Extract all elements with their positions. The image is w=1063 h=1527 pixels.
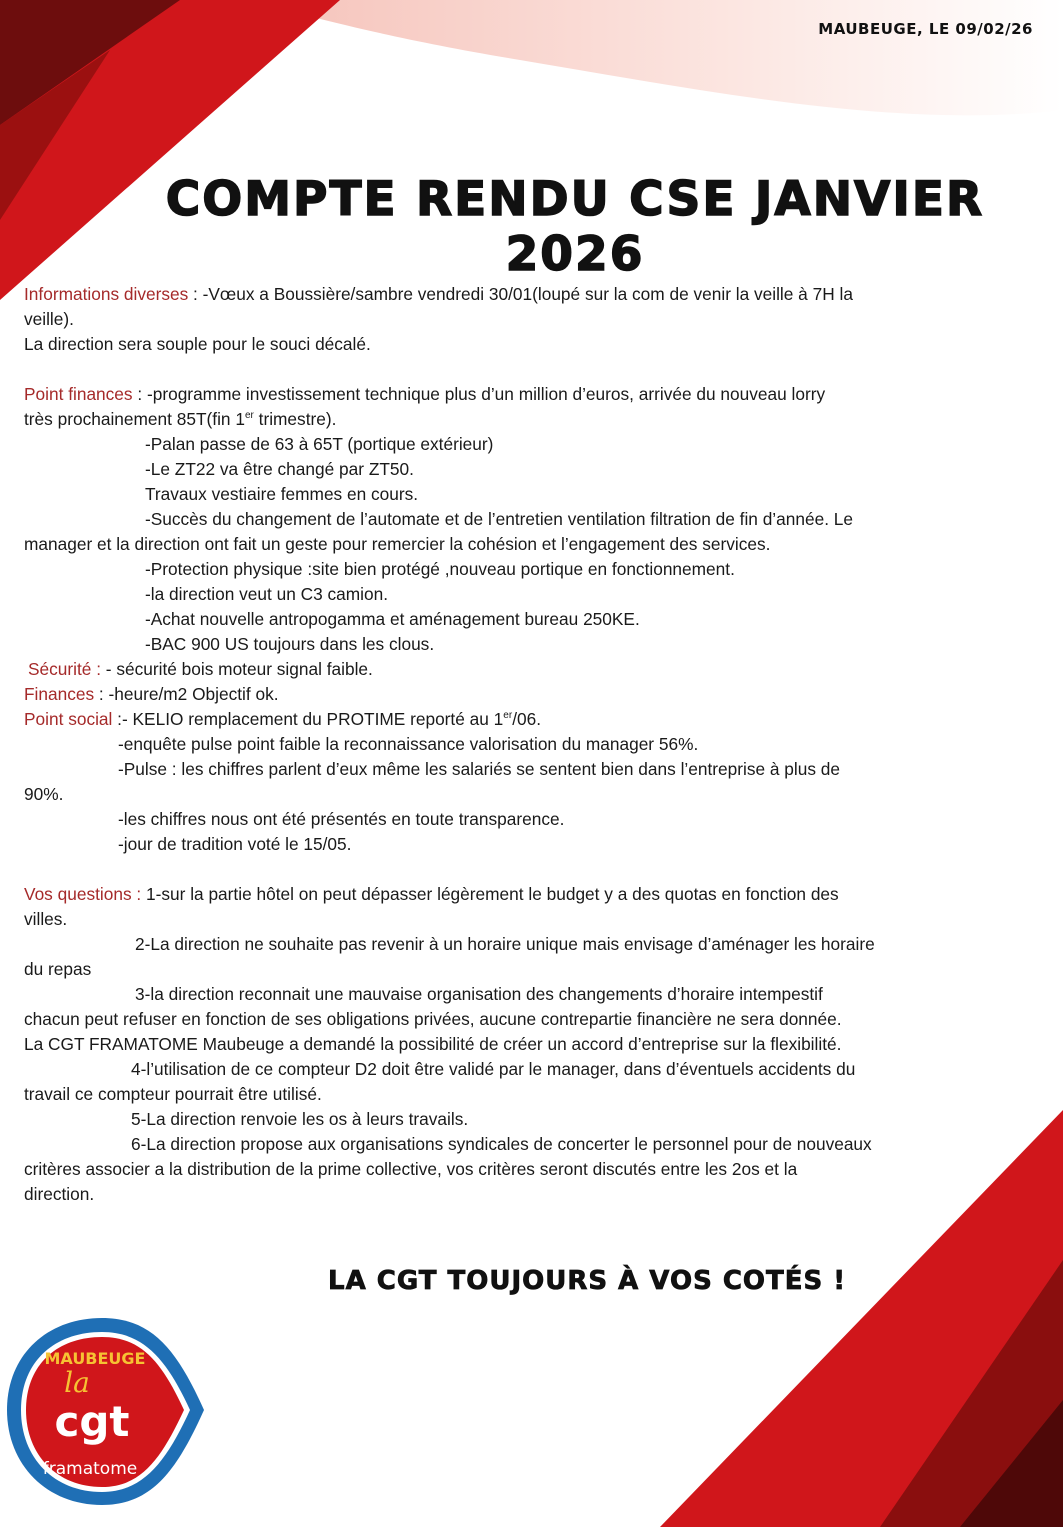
text-line xyxy=(24,332,1024,357)
text-line xyxy=(24,732,1024,757)
page-title: COMPTE RENDU CSE JANVIER 2026 xyxy=(165,172,985,282)
line-text: 6-La direction propose aux organisations syndicales de concerter le personnel pour de nouveaux xyxy=(131,1134,872,1154)
line-text: -enquête pulse point faible la reconnaissance valorisation du manager 56%. xyxy=(118,734,699,754)
text-line xyxy=(24,1132,1024,1157)
text-line xyxy=(24,682,1024,707)
line-text: -la direction veut un C3 camion. xyxy=(145,584,389,604)
text-line xyxy=(24,657,1024,682)
line-text: : -heure/m2 Objectif ok. xyxy=(94,684,279,704)
cgt-framatome-logo xyxy=(2,1310,207,1515)
line-text: villes. xyxy=(24,909,68,929)
section-label: Informations diverses xyxy=(24,284,189,304)
text-line xyxy=(24,357,1024,382)
text-line xyxy=(24,1057,1024,1082)
svg-text:MAUBEUGE: MAUBEUGE xyxy=(44,1349,146,1368)
text-line xyxy=(24,957,1024,982)
text-line xyxy=(24,557,1024,582)
text-line xyxy=(24,632,1024,657)
text-line xyxy=(24,482,1024,507)
text-line xyxy=(24,857,1024,882)
section-label: Sécurité : xyxy=(28,659,101,679)
superscript: er xyxy=(503,710,513,721)
line-text: -BAC 900 US toujours dans les clous. xyxy=(145,634,435,654)
svg-text:cgt: cgt xyxy=(54,1397,130,1446)
text-line xyxy=(24,1182,1024,1207)
top-wave xyxy=(250,0,1063,115)
line-text: -Succès du changement de l’automate et de l’entretien ventilation filtration de fin d’année. Le xyxy=(145,509,854,529)
line-text: chacun peut refuser en fonction de ses obligations privées, aucune contrepartie financière ne sera donnée. xyxy=(24,1009,842,1029)
text-line xyxy=(24,457,1024,482)
text-line xyxy=(24,407,1024,432)
line-text: : -Vœux a Boussière/sambre vendredi 30/01(loupé sur la com de venir la veille à 7H la xyxy=(188,284,853,304)
line-text: 2-La direction ne souhaite pas revenir à un horaire unique mais envisage d’aménager les horaire xyxy=(135,934,875,954)
line-text: travail ce compteur pourrait être utilisé. xyxy=(24,1084,322,1104)
line-text: 1-sur la partie hôtel on peut dépasser légèrement le budget y a des quotas en fonction des xyxy=(141,884,839,904)
line-text: La CGT FRAMATOME Maubeuge a demandé la possibilité de créer un accord d’entreprise sur la flexibilité. xyxy=(24,1034,842,1054)
line-text: manager et la direction ont fait un geste pour remercier la cohésion et l’engagement des services. xyxy=(24,534,771,554)
text-line xyxy=(24,707,1024,732)
line-text: du repas xyxy=(24,959,92,979)
text-line xyxy=(24,932,1024,957)
text-line xyxy=(24,982,1024,1007)
line-text: 5-La direction renvoie les os à leurs travails. xyxy=(131,1109,469,1129)
text-line xyxy=(24,832,1024,857)
text-line xyxy=(24,1107,1024,1132)
superscript: er xyxy=(244,410,254,421)
section-label: Point social xyxy=(24,709,113,729)
svg-text:la: la xyxy=(64,1366,90,1399)
line-text: très prochainement 85T(fin 1 xyxy=(24,409,245,429)
footer-slogan: LA CGT TOUJOURS À VOS COTÉS ! xyxy=(328,1266,847,1296)
line-text: -Palan passe de 63 à 65T (portique extérieur) xyxy=(145,434,494,454)
text-line xyxy=(24,532,1024,557)
line-text: 4-l’utilisation de ce compteur D2 doit être validé par le manager, dans d’éventuels accidents du xyxy=(131,1059,856,1079)
line-text: 3-la direction reconnait une mauvaise organisation des changements d’horaire intempestif xyxy=(135,984,823,1004)
text-line xyxy=(24,282,1024,307)
line-text: critères associer a la distribution de la prime collective, vos critères seront discutés entre les 2os et la xyxy=(24,1159,798,1179)
text-line xyxy=(24,1032,1024,1057)
line-text: -les chiffres nous ont été présentés en toute transparence. xyxy=(118,809,565,829)
line-text: -Pulse : les chiffres parlent d’eux même les salariés se sentent bien dans l’entreprise à plus de xyxy=(118,759,841,779)
line-text: -Le ZT22 va être changé par ZT50. xyxy=(145,459,414,479)
line-text: : -programme investissement technique plus d’un million d’euros, arrivée du nouveau lorry xyxy=(132,384,826,404)
text-line xyxy=(24,432,1024,457)
line-text: 90%. xyxy=(24,784,64,804)
text-line xyxy=(24,807,1024,832)
text-line xyxy=(24,382,1024,407)
section-label: Point finances xyxy=(24,384,133,404)
line-text: trimestre). xyxy=(253,409,337,429)
text-line xyxy=(24,1007,1024,1032)
line-text: veille). xyxy=(24,309,74,329)
text-line xyxy=(24,907,1024,932)
text-line xyxy=(24,882,1024,907)
line-text: /06. xyxy=(512,709,542,729)
line-text: Travaux vestiaire femmes en cours. xyxy=(145,484,419,504)
line-text: -Achat nouvelle antropogamma et aménagement bureau 250KE. xyxy=(145,609,640,629)
document-date: MAUBEUGE, LE 09/02/26 xyxy=(818,20,1033,38)
text-line xyxy=(24,307,1024,332)
line-text: La direction sera souple pour le souci décalé. xyxy=(24,334,371,354)
line-text: direction. xyxy=(24,1184,95,1204)
section-label: Finances xyxy=(24,684,95,704)
line-text: -Protection physique :site bien protégé ,nouveau portique en fonctionnement. xyxy=(145,559,735,579)
text-line xyxy=(24,1082,1024,1107)
text-line xyxy=(24,582,1024,607)
text-line xyxy=(24,1157,1024,1182)
text-line xyxy=(24,782,1024,807)
text-line xyxy=(24,607,1024,632)
text-line xyxy=(24,507,1024,532)
text-line xyxy=(24,757,1024,782)
report-body xyxy=(24,282,1024,1207)
line-text: :- KELIO remplacement du PROTIME reporté au 1 xyxy=(112,709,504,729)
section-label: Vos questions : xyxy=(24,884,142,904)
line-text: - sécurité bois moteur signal faible. xyxy=(101,659,373,679)
line-text: -jour de tradition voté le 15/05. xyxy=(118,834,352,854)
svg-text:framatome: framatome xyxy=(42,1459,138,1479)
